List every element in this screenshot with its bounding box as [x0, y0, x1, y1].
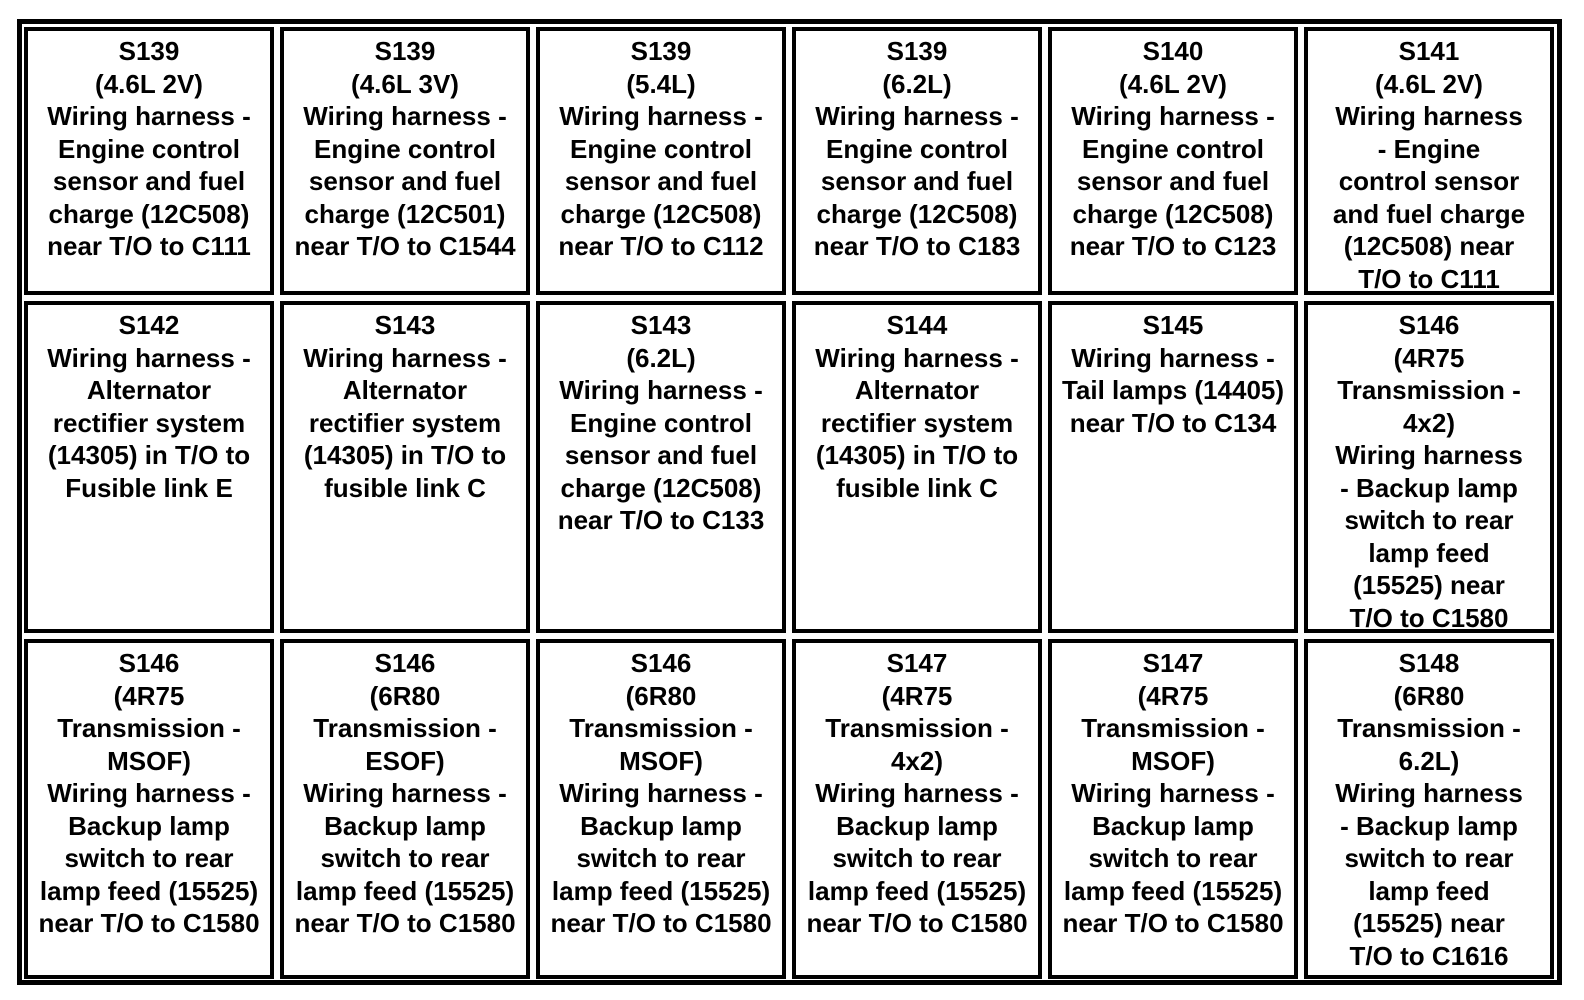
splice-description-line: (6R80 — [369, 680, 441, 711]
splice-cell — [1048, 27, 1298, 295]
splice-description-line: lamp feed (15525) — [39, 875, 259, 906]
splice-description-line: (6R80 — [1393, 680, 1465, 711]
splice-description-line: Transmission - — [825, 713, 1009, 743]
splice-description-line: Alternator — [86, 375, 212, 405]
splice-description-line: Transmission - — [1081, 713, 1265, 743]
splice-description-line: (15525) near — [1353, 570, 1505, 600]
splice-description-line: (14305) in T/O to — [815, 440, 1019, 470]
splice-description-line: Transmission - — [57, 713, 241, 743]
splice-id: S146 — [630, 648, 692, 678]
splice-description-line: (4R75 — [1137, 680, 1209, 711]
splice-cell — [280, 639, 530, 979]
splice-cell — [792, 639, 1042, 979]
splice-description-line: near T/O to C1580 — [294, 908, 516, 938]
splice-description-line: Wiring harness — [1335, 778, 1523, 808]
splice-description-line: Backup lamp — [1092, 810, 1254, 841]
splice-description-line: Engine control — [826, 133, 1008, 164]
splice-description-line: 4x2) — [1402, 407, 1456, 438]
splice-description-line: Engine control — [570, 133, 752, 164]
splice-description-line: (14305) in T/O to — [47, 440, 251, 470]
splice-description-line: near T/O to C112 — [558, 231, 764, 261]
splice-description-line: Wiring harness - — [47, 101, 251, 131]
splice-description-line: Transmission - — [1337, 375, 1521, 405]
splice-cell — [24, 639, 274, 979]
splice-description-line: near T/O to C123 — [1069, 231, 1277, 261]
splice-description-line: T/O to C111 — [1358, 263, 1500, 294]
splice-description-line: Transmission - — [313, 713, 497, 743]
splice-description-line: (4.6L 3V) — [351, 68, 459, 99]
splice-description-line: Wiring harness - — [47, 342, 251, 373]
splice-id: S142 — [118, 310, 180, 340]
splice-description-line: Backup lamp — [68, 810, 230, 841]
splice-description-line: switch to rear — [320, 843, 490, 873]
splice-description-line: Wiring harness - — [815, 101, 1019, 131]
splice-description-line: switch to rear — [64, 843, 234, 873]
splice-cell — [280, 27, 530, 295]
splice-description-line: rectifier system — [308, 407, 502, 438]
splice-description-line: switch to rear — [1088, 843, 1258, 873]
splice-description-line: (5.4L) — [626, 68, 696, 99]
splice-description-line: Wiring harness - — [303, 778, 507, 808]
splice-description-line: fusible link C — [836, 472, 998, 503]
splice-description-line: T/O to C1616 — [1349, 940, 1509, 971]
splice-cell — [1304, 639, 1554, 979]
splice-cell — [536, 639, 786, 979]
splice-description-line: (4R75 — [881, 680, 953, 711]
splice-description-line: switch to rear — [1344, 505, 1514, 535]
splice-description-line: Wiring harness - — [559, 101, 763, 131]
splice-description-line: 4x2) — [890, 745, 944, 776]
splice-description-line: near T/O to C1580 — [550, 908, 772, 938]
splice-description-line: Wiring harness — [1335, 101, 1523, 131]
splice-description-line: switch to rear — [832, 843, 1002, 873]
splice-description-line: Engine control — [58, 133, 240, 164]
splice-description-line: lamp feed (15525) — [807, 875, 1027, 906]
splice-description-line: (6.2L) — [626, 342, 696, 373]
splice-cell — [792, 27, 1042, 295]
splice-description-line: sensor and fuel — [308, 166, 502, 196]
splice-description-line: Wiring harness - — [559, 375, 763, 405]
splice-description-line: Wiring harness - — [559, 778, 763, 808]
splice-description-line: Transmission - — [569, 713, 753, 743]
splice-description-line: Engine control — [314, 133, 496, 164]
splice-cell — [1304, 301, 1554, 633]
splice-description-line: charge (12C508) — [48, 198, 250, 229]
splice-description-line: near T/O to C1580 — [1062, 908, 1284, 938]
splice-description-line: Alternator — [854, 375, 980, 405]
splice-description-line: sensor and fuel — [564, 440, 758, 470]
splice-description-line: near T/O to C1580 — [806, 908, 1028, 938]
splice-description-line: near T/O to C133 — [557, 505, 765, 535]
splice-cell — [1304, 27, 1554, 295]
splice-description-line: (4.6L 2V) — [1119, 68, 1227, 99]
splice-description-line: switch to rear — [576, 843, 746, 873]
splice-description-line: Wiring harness - — [303, 342, 507, 373]
splice-id: S146 — [1398, 310, 1460, 340]
splice-description-line: Wiring harness - — [47, 778, 251, 808]
splice-description-line: near T/O to C134 — [1069, 407, 1277, 438]
splice-description-line: Wiring harness - — [1071, 101, 1275, 131]
splice-id: S139 — [630, 36, 692, 66]
splice-description-line: Engine control — [570, 407, 752, 438]
splice-description-line: MSOF) — [107, 745, 191, 776]
splice-description-line: Engine control — [1082, 133, 1264, 164]
splice-id: S145 — [1142, 310, 1204, 340]
splice-description-line: rectifier system — [52, 407, 246, 438]
splice-cell — [24, 27, 274, 295]
splice-description-line: Wiring harness - — [1071, 342, 1275, 373]
splice-description-line: sensor and fuel — [1076, 166, 1270, 196]
splice-description-line: Alternator — [342, 375, 468, 405]
splice-description-line: Wiring harness - — [815, 778, 1019, 808]
splice-description-line: MSOF) — [1131, 745, 1215, 776]
splice-description-line: charge (12C508) — [560, 198, 762, 229]
splice-description-line: T/O to C1580 — [1349, 602, 1509, 633]
splice-id: S146 — [118, 648, 180, 678]
splice-description-line: and fuel charge — [1332, 198, 1526, 229]
splice-description-line: lamp feed — [1368, 875, 1490, 906]
splice-cell — [1048, 639, 1298, 979]
splice-description-line: 6.2L) — [1398, 745, 1460, 776]
splice-description-line: (15525) near — [1353, 908, 1505, 938]
splice-description-line: rectifier system — [820, 407, 1014, 438]
splice-id: S139 — [374, 36, 436, 66]
splice-description-line: control sensor — [1338, 166, 1520, 196]
splice-id: S140 — [1142, 36, 1204, 66]
splice-id: S143 — [374, 310, 436, 340]
splice-cell — [536, 27, 786, 295]
splice-description-line: Backup lamp — [324, 810, 486, 841]
splice-id: S143 — [630, 310, 692, 340]
splice-description-line: (4R75 — [113, 680, 185, 711]
splice-description-line: Backup lamp — [580, 810, 742, 841]
splice-description-line: Wiring harness - — [303, 101, 507, 131]
splice-id: S146 — [374, 648, 436, 678]
splice-description-line: ESOF) — [365, 745, 445, 776]
splice-cell — [280, 301, 530, 633]
splice-description-line: (6.2L) — [882, 68, 952, 99]
splice-description-line: lamp feed (15525) — [1063, 875, 1283, 906]
splice-description-line: near T/O to C1580 — [38, 908, 260, 938]
splice-description-line: lamp feed (15525) — [551, 875, 771, 906]
splice-id: S148 — [1398, 648, 1460, 678]
splice-description-line: MSOF) — [619, 745, 703, 776]
splice-id: S139 — [118, 36, 180, 66]
splice-description-line: (14305) in T/O to — [303, 440, 507, 470]
splice-description-line: charge (12C508) — [560, 472, 762, 503]
splice-description-line: charge (12C508) — [816, 198, 1018, 229]
splice-id: S147 — [886, 648, 948, 678]
splice-description-line: (4.6L 2V) — [1375, 68, 1483, 99]
splice-description-line: - Backup lamp — [1340, 472, 1518, 503]
splice-description-line: Wiring harness - — [815, 342, 1019, 373]
splice-description-line: (12C508) near — [1343, 231, 1515, 261]
splice-description-line: (4.6L 2V) — [95, 68, 203, 99]
splice-id: S139 — [886, 36, 948, 66]
splice-description-line: lamp feed (15525) — [295, 875, 515, 906]
splice-description-line: near T/O to C111 — [47, 231, 251, 261]
splice-description-line: Fusible link E — [65, 472, 233, 503]
splice-description-line: sensor and fuel — [564, 166, 758, 196]
splice-description-line: Wiring harness — [1335, 440, 1523, 470]
splice-id: S141 — [1398, 36, 1460, 66]
splice-description-line: near T/O to C1544 — [294, 231, 516, 261]
splice-cell — [792, 301, 1042, 633]
splice-description-line: Tail lamps (14405) — [1061, 375, 1285, 405]
splice-table — [24, 27, 1554, 979]
splice-cell — [536, 301, 786, 633]
splice-description-line: near T/O to C183 — [813, 231, 1021, 261]
splice-description-line: lamp feed — [1368, 537, 1490, 568]
splice-description-line: - Backup lamp — [1340, 810, 1518, 841]
splice-description-line: (4R75 — [1393, 342, 1465, 373]
splice-id: S147 — [1142, 648, 1204, 678]
splice-description-line: Transmission - — [1337, 713, 1521, 743]
splice-id: S144 — [886, 310, 948, 340]
splice-description-line: charge (12C508) — [1072, 198, 1274, 229]
splice-description-line: - Engine — [1377, 133, 1481, 164]
splice-cell — [1048, 301, 1298, 633]
splice-description-line: Backup lamp — [836, 810, 998, 841]
splice-description-line: fusible link C — [324, 472, 486, 503]
splice-description-line: sensor and fuel — [52, 166, 246, 196]
splice-description-line: sensor and fuel — [820, 166, 1014, 196]
splice-description-line: (6R80 — [625, 680, 697, 711]
splice-cell — [24, 301, 274, 633]
splice-description-line: charge (12C501) — [304, 198, 506, 229]
splice-description-line: Wiring harness - — [1071, 778, 1275, 808]
splice-description-line: switch to rear — [1344, 843, 1514, 873]
